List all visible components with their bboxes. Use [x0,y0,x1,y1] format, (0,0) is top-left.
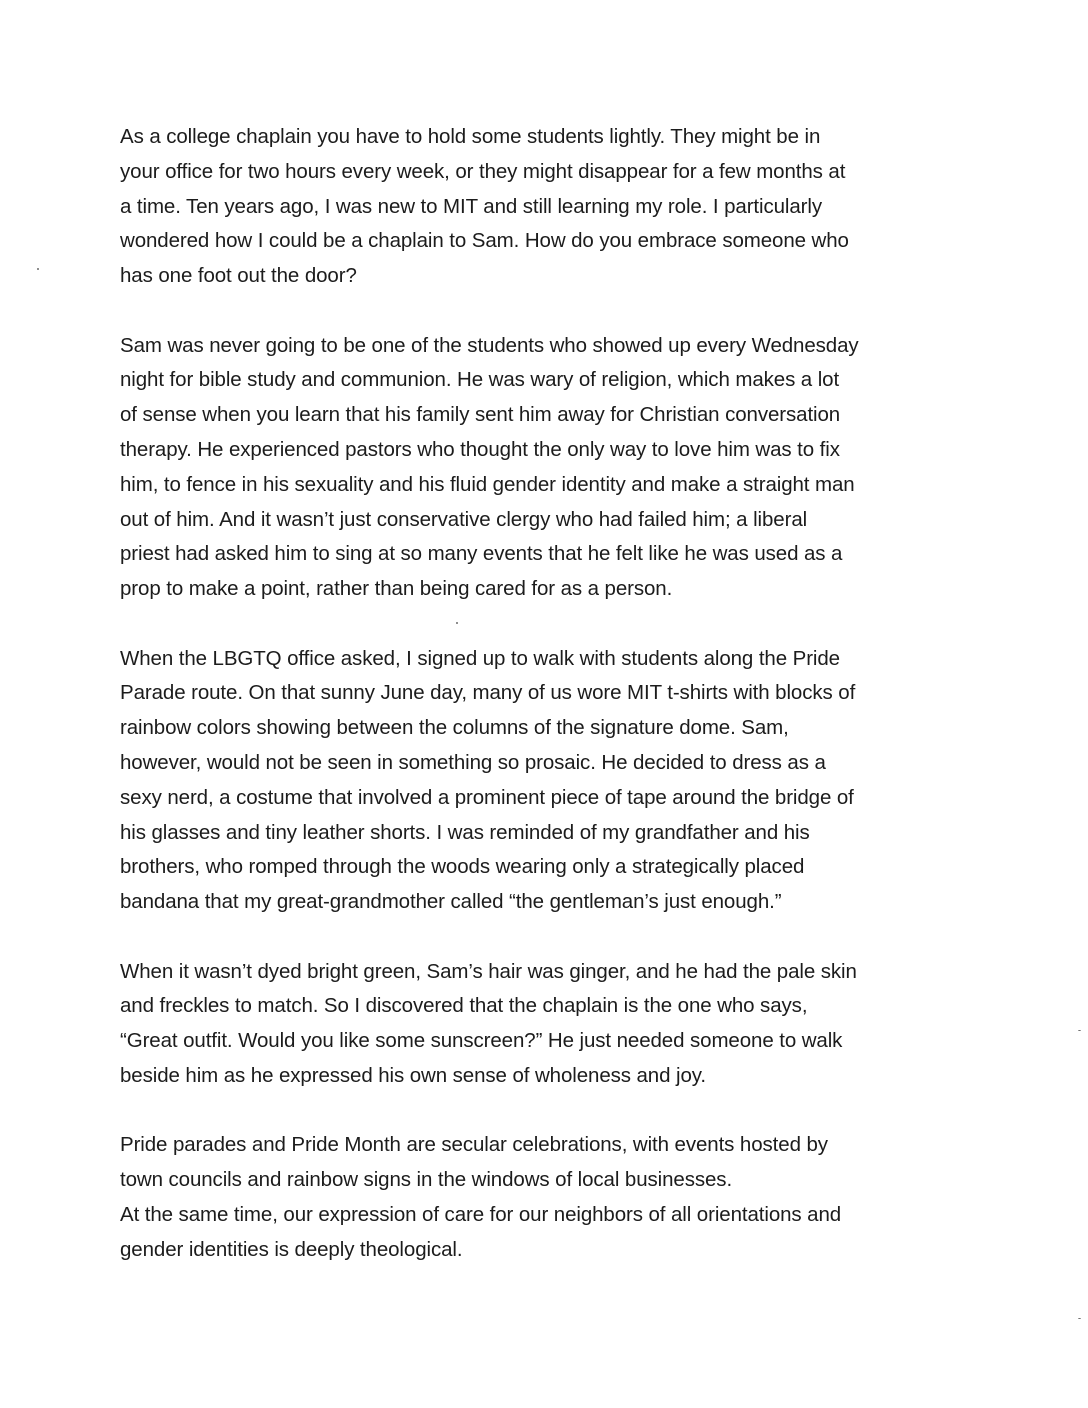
text-line: Pride parades and Pride Month are secular celebrations, with events hosted by [120,1133,828,1157]
text-line: Parade route. On that sunny June day, many of us wore MIT t-shirts with blocks of [120,681,856,705]
text-line: his glasses and tiny leather shorts. I was reminded of my grandfather and his [120,820,810,844]
document-body [120,120,970,1302]
paragraph-3 [120,642,970,920]
text-line: beside him as he expressed his own sense of wholeness and joy. [120,1063,706,1087]
text-line: sexy nerd, a costume that involved a prominent piece of tape around the bridge of [120,785,854,809]
text-line: brothers, who romped through the woods wearing only a strategically placed [120,855,805,879]
text-line: wondered how I could be a chaplain to Sam. How do you embrace someone who [120,229,849,253]
paragraph-1 [120,120,970,294]
text-line: a time. Ten years ago, I was new to MIT and still learning my role. I particularly [120,194,823,218]
scan-speck [456,622,458,624]
text-line: When the LBGTQ office asked, I signed up to walk with students along the Pride [120,646,840,670]
text-line: night for bible study and communion. He was wary of religion, which makes a lot [120,368,840,392]
text-line: your office for two hours every week, or they might disappear for a few months at [120,159,846,183]
text-line: bandana that my great-grandmother called “the gentleman’s just enough.” [120,890,782,914]
text-line: Sam was never going to be one of the students who showed up every Wednesday [120,333,859,357]
text-line: “Great outfit. Would you like some sunscreen?” He just needed someone to walk [120,1029,843,1053]
text-line: out of him. And it wasn’t just conservative clergy who had failed him; a liberal [120,507,808,531]
text-line: At the same time, our expression of care for our neighbors of all orientations and [120,1202,842,1226]
paragraph-4 [120,955,970,1094]
text-line: town councils and rainbow signs in the windows of local businesses. [120,1168,733,1192]
paragraph-2 [120,329,970,607]
text-line: him, to fence in his sexuality and his fluid gender identity and make a straight man [120,472,855,496]
paragraph-5 [120,1128,970,1267]
text-line: When it wasn’t dyed bright green, Sam’s hair was ginger, and he had the pale skin [120,959,857,983]
text-line: of sense when you learn that his family sent him away for Christian conversation [120,403,841,427]
text-line: prop to make a point, rather than being cared for as a person. [120,577,673,601]
text-line: therapy. He experienced pastors who thought the only way to love him was to fix [120,437,840,461]
scan-speck [1078,1318,1081,1319]
text-line: has one foot out the door? [120,264,357,288]
text-line: As a college chaplain you have to hold some students lightly. They might be in [120,125,821,148]
scan-speck [37,268,39,270]
text-line: gender identities is deeply theological. [120,1237,463,1261]
text-line: priest had asked him to sing at so many events that he felt like he was used as a [120,542,843,566]
text-line: and freckles to match. So I discovered that the chaplain is the one who says, [120,994,808,1018]
text-line: rainbow colors showing between the columns of the signature dome. Sam, [120,716,789,740]
text-line: however, would not be seen in something so prosaic. He decided to dress as a [120,750,826,774]
scan-speck [1078,1030,1081,1031]
